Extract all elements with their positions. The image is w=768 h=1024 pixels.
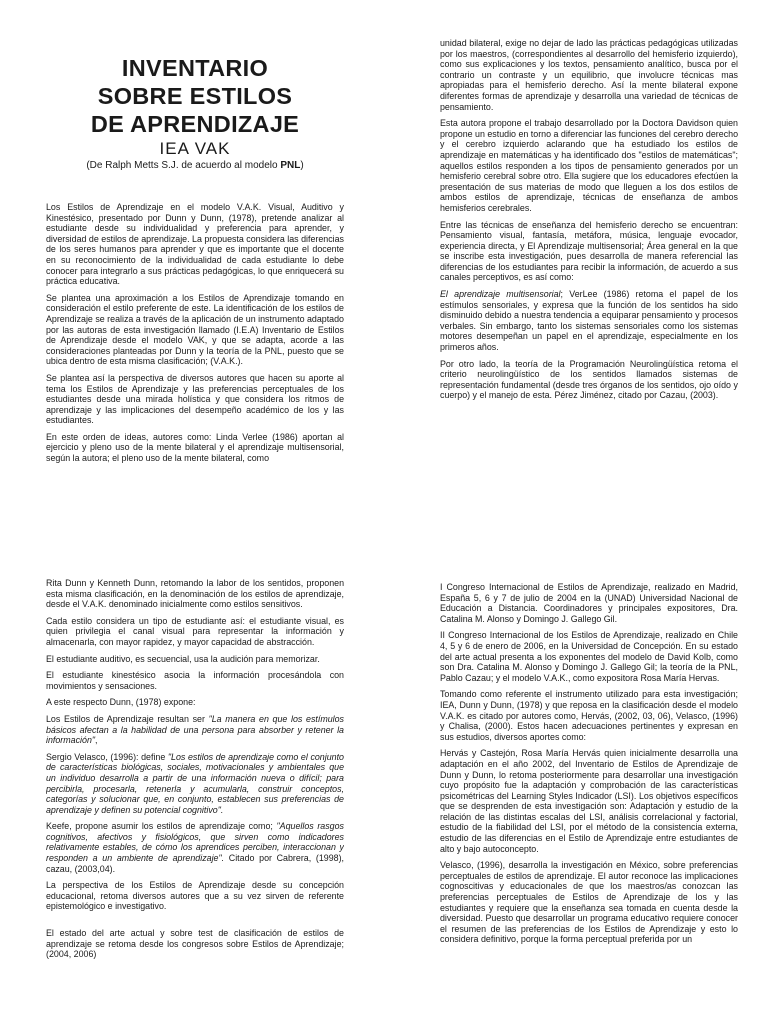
page-title-line-1: INVENTARIO — [121, 55, 269, 81]
paragraph — [440, 289, 738, 353]
column-bottom-right — [440, 582, 738, 1022]
byline-open: (De — [86, 160, 106, 171]
paragraph: Se plantea así la perspectiva de diversos autores que hacen su aporte al tema los Estilos de Aprendizaje y las preferencias perceptuales de los estudiantes desde una mirada holística y que considera los ritmos de aprendizaje y las implicaciones del desempeño académico de los y las estudiantes. — [46, 372, 344, 426]
column-top-right — [440, 38, 738, 478]
paragraph-text: Citado por Cabrera, (1998), cazau, (2003,04). — [46, 853, 344, 874]
paragraph: El estudiante auditivo, es secuencial, usa la audición para memorizar. — [46, 653, 320, 664]
paragraph: El estudiante kinestésico asocia la información procesándola con movimientos y sensaciones. — [46, 670, 344, 691]
page-title-line-3: DE APRENDIZAJE — [90, 111, 300, 137]
paragraph: Hervás y Castejón, Rosa María Hervás quien inicialmente desarrolla una adaptación en el año 2002, del Inventario de Estilos de Aprendizaje de Dunn y Dunn, lo retoma posteriormente para desarrollar una investigación cuyo propósito fue la adaptación y comprobación de las características psicométricas del Learning Styles Indicador (LSI). Los objetivos específicos que se desprenden de esta investigación son: Adaptación y estudio de la relación de las distintas escalas del LSI, análisis correlacional y factorial, estudio de la fiabilidad del LSI, por el método de la consistencia externa, estudio de las diferencias en el Estilo de Aprendizaje entre estudiantes de alto y bajo autoconcepto. — [440, 748, 738, 854]
byline-mid: . de acuerdo al modelo — [175, 160, 281, 171]
quote-text: "La manera en que los estímulos básicos afectan a la habilidad de una persona para absorber y retener la información" — [46, 713, 344, 746]
byline-close: ) — [300, 160, 304, 171]
paragraph: Cada estilo considera un tipo de estudiante así: el estudiante visual, es quien privilegia el canal visual para representar la información y almacenarla, con mayor rapidez, y mayor capacidad de abstracción. — [46, 615, 344, 647]
quote-text: "Los estilos de aprendizaje como el conjunto de características biológicas, sociales, motivacionales y ambientales que un individuo desarrolla a partir de una información nueva o difícil; para percibirla, procesarla, retenerla y acumularla, construir conceptos, categorías y solucionar que, en conjunto, establecen sus preferencias de aprendizaje y definen su potencial cognitivo". — [46, 751, 344, 815]
paragraph-text: , — [95, 735, 98, 746]
byline-model: PNL — [280, 160, 301, 171]
paragraph — [46, 821, 344, 874]
paragraph-text: Los Estilos de Aprendizaje resultan ser — [46, 713, 209, 724]
quote-text: "Aquellos rasgos cognitivos, afectivos y fisiológicos, que sirven como indicadores relativamente estables, de cómo los aprendices perciben, interaccionan y responden a un ambiente de aprendizaje". — [46, 821, 344, 864]
page-title-line-2: SOBRE ESTILOS — [97, 83, 293, 109]
paragraph: Por otro lado, la teoría de la Programación Neurolingüística retoma el criterio neurolingüístico de los sentidos llamados sistemas de representación fundamental (desde tres órganos de los sentidos, ojo oído y cuerpo) y el manejo de esta. Pérez Jiménez, citado por Cazau, (2003). — [440, 358, 738, 401]
page-subtitle: IEA VAK — [159, 139, 231, 158]
paragraph-text: Keefe, propone asumir los estilos de aprendizaje como; — [46, 821, 277, 832]
paragraph: En este orden de ideas, autores como: Linda Verlee (1986) aportan al ejercicio y pleno uso de la mente bilateral y el aprendizaje multisensorial, según la autora; el pleno uso de la mente bilateral, como — [46, 431, 344, 464]
paragraph-text: Sergio Velasco, (1996): define — [46, 751, 168, 762]
paragraph: El estado del arte actual y sobre test de clasificación de estilos de aprendizaje se retoma desde los congresos sobre Estilos de Aprendizaje; (2004, 2006) — [46, 928, 344, 960]
paragraph: II Congreso Internacional de los Estilos de Aprendizaje, realizado en Chile 4, 5 y 6 de enero de 2006, en la Universidad de Concepción. En su estado del arte actual presenta a los exponentes del modelo de David Kolb, como son Dra. Catalina M. Alonso y Domingo J. Gallego Gil; la teoría de la PNL, Pablo Cazau; y el modelo V.A.K., como expositora Rosa María Hervas. — [440, 630, 738, 683]
paragraph — [46, 714, 344, 746]
paragraph: Se plantea una aproximación a los Estilos de Aprendizaje tomando en consideración el estilo preferente de este. La identificación de los estilos de Aprendizaje se realiza a través de la aplicación de un instrumento adaptado por las autoras de esta investigación llamado (I.E.A) Inventario de Estilos de Aprendizaje desde el modelo VAK, y que se adapta, acorde a las consideraciones planteadas por Dunn y la teoría de la PNL, puesto que se ubica dentro de esta misma clasificación; (V.A.K.). — [46, 292, 344, 367]
emphasis-text: El aprendizaje multisensorial — [440, 289, 561, 300]
paragraph: Los Estilos de Aprendizaje en el modelo V.A.K. Visual, Auditivo y Kinestésico, presentado por Dunn y Dunn, (1978), pretende analizar al estudiante desde su individualidad y preferencia para aprender, y diversidad de estilos de aprendizaje. La propuesta considera las diferencias de los seres humanos para aprender y que es importante que el docente en su reconocimiento de la individualidad de cada estudiante lo debe conocer para integrarlo a sus prácticas pedagógicas, lo que enriquecerá su práctica educativa. — [46, 202, 344, 287]
paragraph: Esta autora propone el trabajo desarrollado por la Doctora Davidson quien propone un estudio en torno a diferenciar las funciones del cerebro derecho y el cerebro izquierdo aclarando que ha estudiado los estilos de aprendizaje en matemáticas y ha identificado dos "estilos de matemáticas"; aquellos estilos responden a los tipos de pensamiento generados por un hemisferio cerebral sobre otro. Ella sugiere que los educadores efectúen la presentación de sus materias de modo que lleguen a los dos estilos de ambos estilos de aprendizaje, técnicas de enseñanza de ambos hemisferios cerebrales. — [440, 118, 738, 213]
paragraph: Entre las técnicas de enseñanza del hemisferio derecho se encuentran: Pensamiento visual, fantasía, metáfora, música, lenguaje evocador, experiencia directa, y El Aprendizaje multisensorial; Área general en la que se inscribe esta investigación, pues desarrolla de manera referencial las diferencias de los estudiantes para recibir la información, de acuerdo a sus canales perceptivos, es así como: — [440, 219, 738, 283]
column-bottom-left — [46, 578, 344, 1022]
title-block — [46, 54, 344, 172]
byline-author: Ralph Metts S.J — [105, 160, 176, 171]
paragraph: La perspectiva de los Estilos de Aprendizaje desde su concepción educacional, retoma diversos autores que a su vez sirven de referente epistemológico e investigativo. — [46, 880, 344, 912]
paragraph: A este respecto Dunn, (1978) expone: — [46, 697, 196, 708]
paragraph: Rita Dunn y Kenneth Dunn, retomando la labor de los sentidos, proponen esta misma clasificación, en la denominación de los estilos de aprendizaje, desde el V.A.K. denominado inicialmente como estilos sensitivos. — [46, 578, 344, 610]
paragraph: Velasco, (1996), desarrolla la investigación en México, sobre preferencias perceptuales de estilos de aprendizaje. El autor reconoce las implicaciones cognoscitivas y educacionales de que los maestros/as conozcan las preferencias perceptuales de Estilos de Aprendizaje de los y las estudiantes y requiere que la enseñanza sea tomada en cuenta desde la diversidad. Puesto que desarrollar un programa educativo requiere conocer el resumen de las preferencias de los Estilos de Aprendizaje y esto lo considera definitivo, porque la forma perceptual preferida por un — [440, 860, 738, 945]
byline — [46, 159, 344, 172]
paragraph: Tomando como referente el instrumento utilizado para esta investigación; IEA, Dunn y Dunn, (1978) y que reposa en la clasificación desde el modelo V.A.K. es citado por autores como, Hervás, (2002, 03, 06), Velasco, (1996) y Chalisa, (2000). Estos hacen adecuaciones pertinentes y expresan en sus estudios, diversos aportes como: — [440, 689, 738, 742]
paragraph-text: ; VerLee (1986) retoma el papel de los estímulos sensoriales, y expresa que la función de los sentidos ha sido disminuido debido a nuestra tendencia a equiparar pensamiento y procesos verbales. Sin embargo, tanto los sistemas sensoriales como los sistemas motores desempeñan un papel en el aprendizaje, especialmente en los primeros años. — [440, 289, 738, 353]
paragraph: unidad bilateral, exige no dejar de lado las prácticas pedagógicas utilizadas por los maestros, (correspondientes al desarrollo del hemisferio izquierdo), como sus explicaciones y los textos, pensamiento analítico, busca por el contrario un contraste y un equilibrio, que involucre técnicas mas apropiadas para el hemisferio derecho. Así la mente bilateral expone diferentes formas de aprendizaje y desarrolla una variedad de técnicas de pensamiento. — [440, 38, 738, 112]
column-top-left — [46, 42, 344, 500]
paragraph — [46, 752, 344, 816]
paragraph: I Congreso Internacional de Estilos de Aprendizaje, realizado en Madrid, España 5, 6 y 7 de julio de 2004 en la (UNAD) Universidad Nacional de Educación a Distancia. Coordinadores y principales expositores, Dra. Catalina M. Alonso y Domingo J. Gallego Gil. — [440, 582, 738, 624]
